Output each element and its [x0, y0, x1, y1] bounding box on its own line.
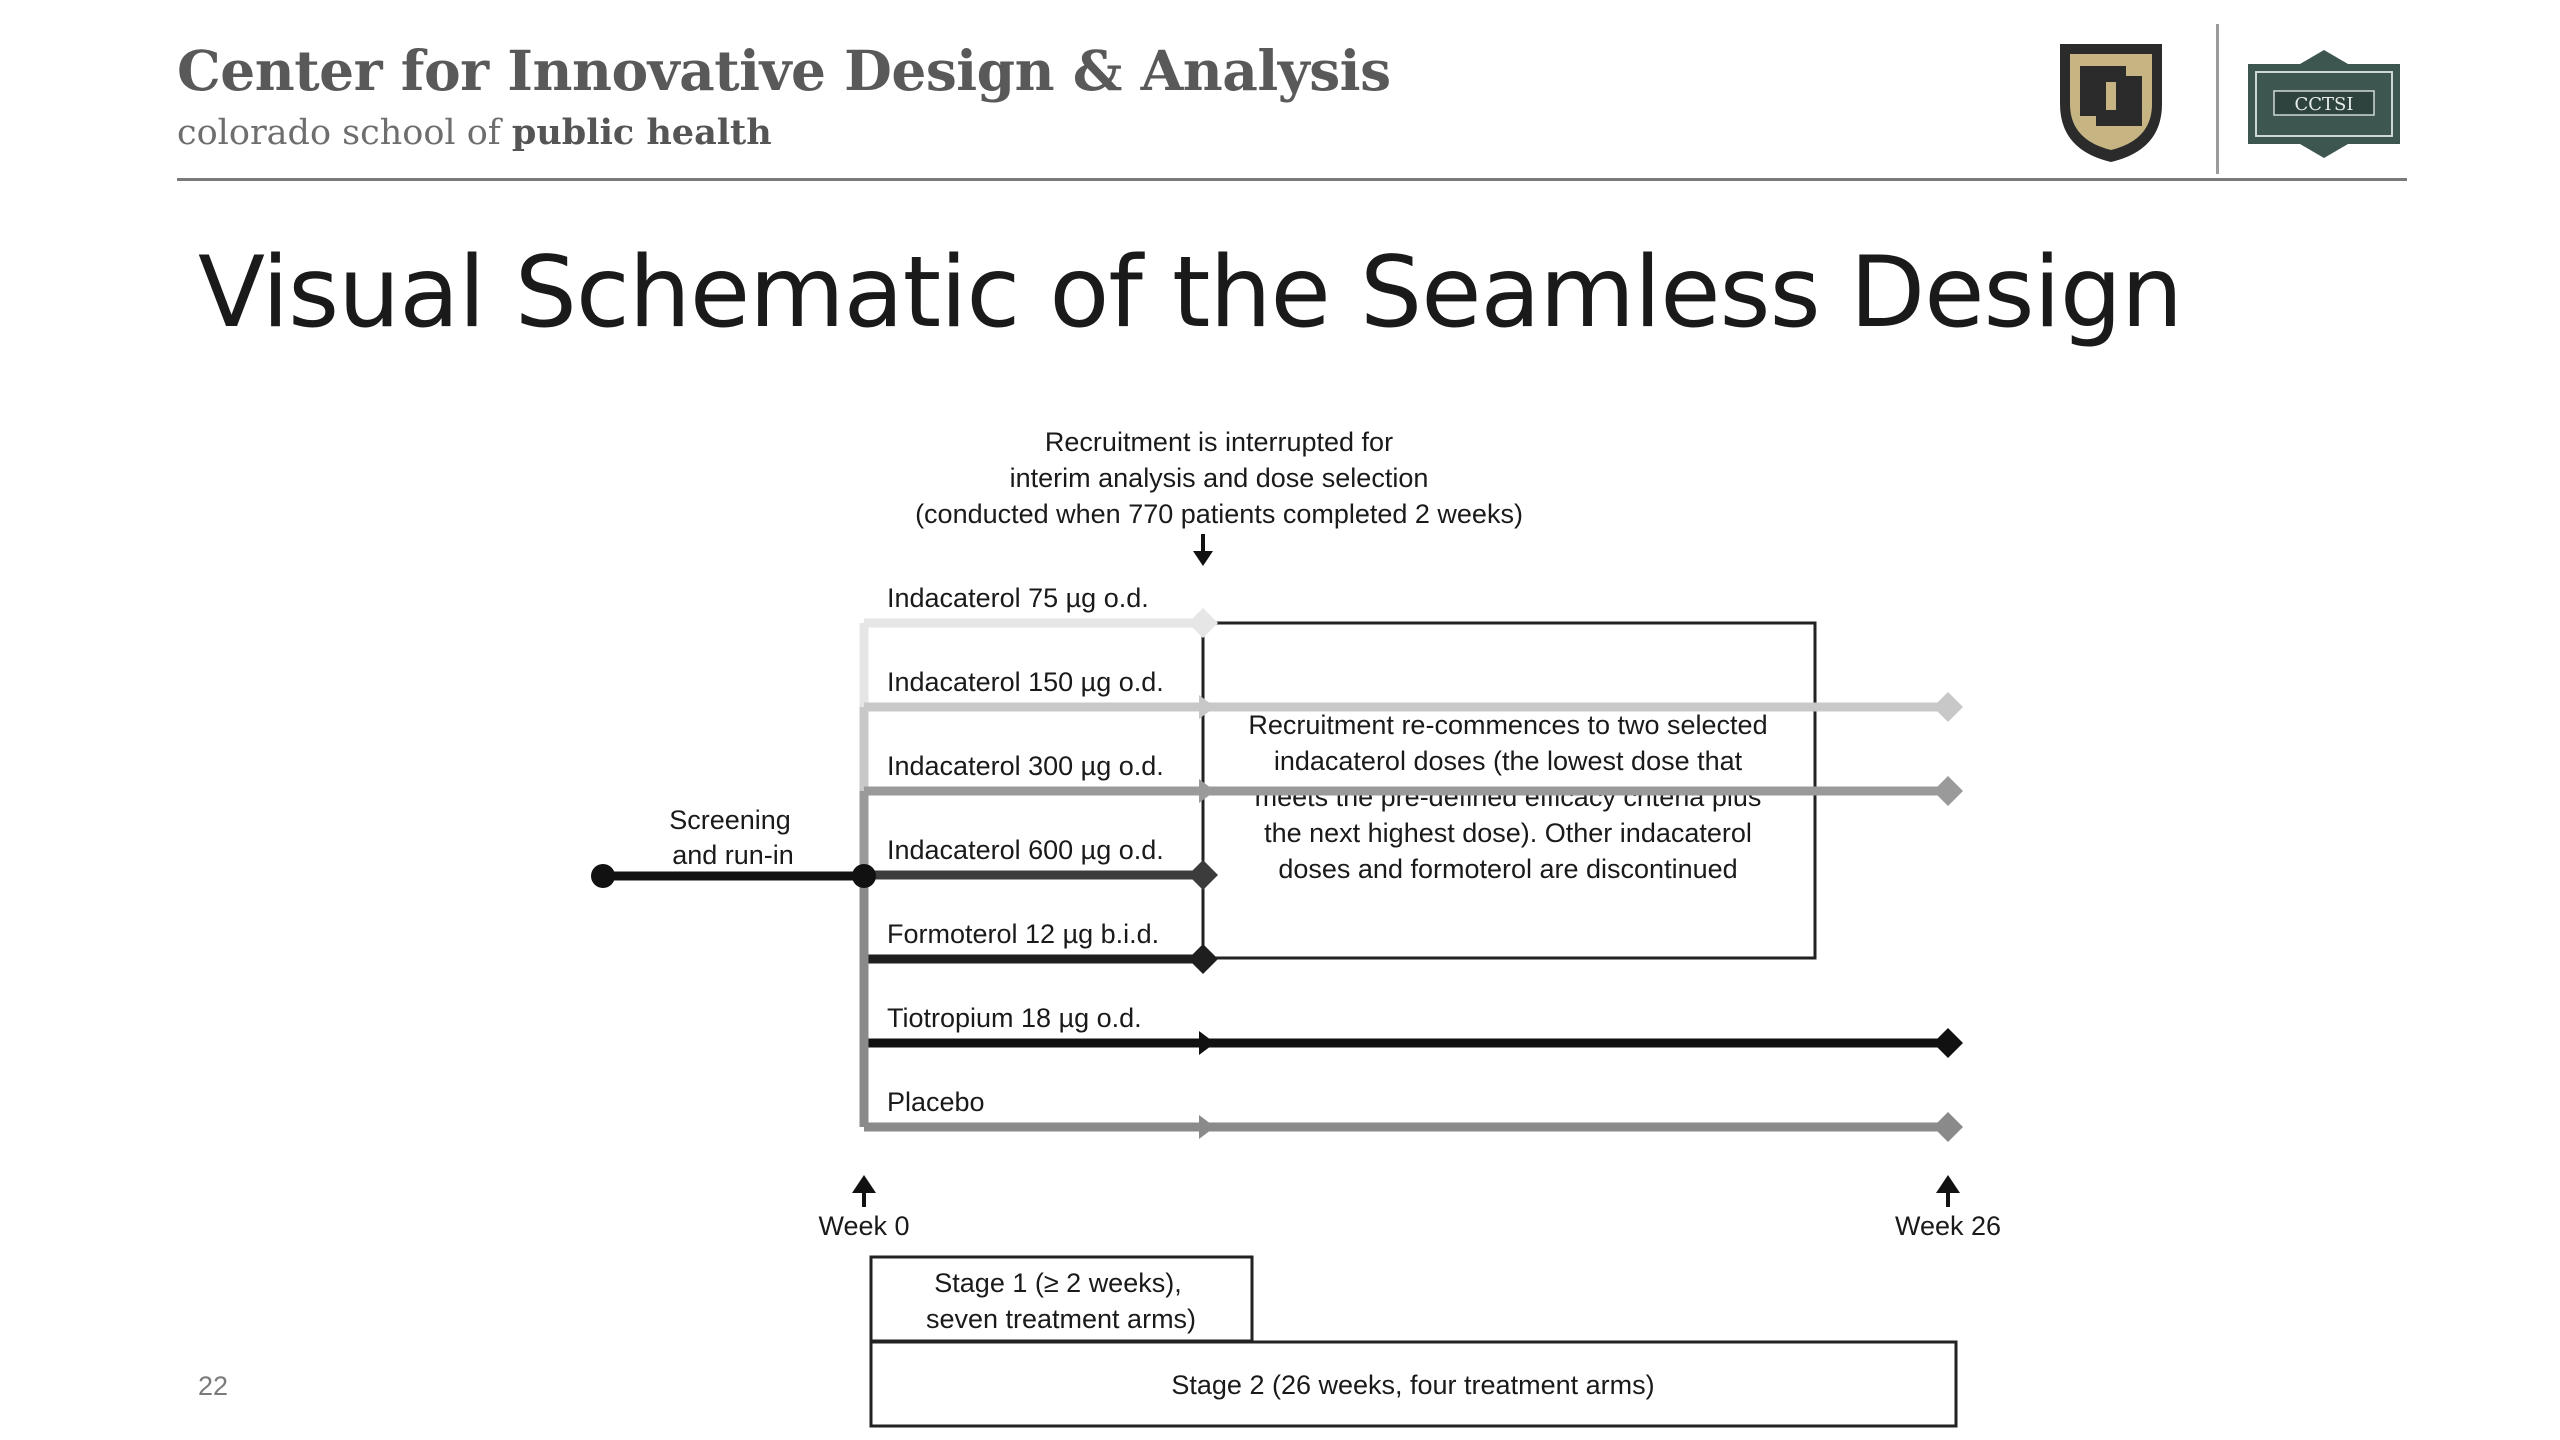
week-26-arrow-icon [1936, 1175, 1960, 1207]
week-26-label: Week 26 [1894, 1211, 2002, 1241]
arm-2-label: Indacaterol 150 µg o.d. [887, 667, 1164, 697]
interim-note-line-3: (conducted when 770 patients completed 2 weeks) [915, 499, 1523, 529]
arm-3-end-diamond-icon [1933, 776, 1963, 806]
arm-2-end-diamond-icon [1933, 692, 1963, 722]
stage-1-line-2: seven treatment arms) [925, 1304, 1197, 1334]
recommence-note-line-5: doses and formoterol are discontinued [1278, 854, 1738, 884]
arm-7-label: Placebo [887, 1087, 985, 1117]
recommence-note-line-3: meets the pre-defined efficacy criteria plus [1254, 782, 1762, 812]
screening-label-line-2: and run-in [672, 840, 794, 870]
arm-6-label: Tiotropium 18 µg o.d. [887, 1003, 1142, 1033]
stage-2-label: Stage 2 (26 weeks, four treatment arms) [1171, 1370, 1655, 1400]
arm-3-label: Indacaterol 300 µg o.d. [887, 751, 1164, 781]
recommence-note-line-4: the next highest dose). Other indacaterol [1264, 818, 1752, 848]
arm-7-end-diamond-icon [1933, 1112, 1963, 1142]
stage-1-line-1: Stage 1 (≥ 2 weeks), [934, 1268, 1182, 1298]
org-subtitle-bold: public health [511, 112, 772, 153]
arm-4-label: Indacaterol 600 µg o.d. [887, 835, 1164, 865]
recommence-note-line-1: Recruitment re-commences to two selected [1248, 710, 1768, 740]
week-0-arrow-icon [852, 1175, 876, 1207]
cctsi-label: CCTSI [2294, 94, 2354, 115]
arm-1-label: Indacaterol 75 µg o.d. [887, 583, 1149, 613]
arm-7-chevron-icon [1199, 1115, 1215, 1139]
slide-title: Visual Schematic of the Seamless Design [198, 236, 2183, 350]
org-subtitle-light: colorado school of [177, 113, 501, 153]
screening-start-dot-icon [591, 864, 615, 888]
screening-label-line-1: Screening [669, 805, 791, 835]
interim-note-line-2: interim analysis and dose selection [1009, 463, 1429, 493]
arm-5-label: Formoterol 12 µg b.i.d. [887, 919, 1160, 949]
interim-arrow-icon [1193, 534, 1213, 566]
interim-note-line-1: Recruitment is interrupted for [1044, 427, 1394, 457]
week-0-label: Week 0 [818, 1211, 910, 1241]
org-title: Center for Innovative Design & Analysis [177, 38, 1391, 103]
arm-6-end-diamond-icon [1933, 1028, 1963, 1058]
recommence-note-line-2: indacaterol doses (the lowest dose that [1273, 746, 1743, 776]
arm-6-chevron-icon [1199, 1031, 1215, 1055]
randomization-dot-icon [852, 864, 876, 888]
page-number: 22 [198, 1371, 229, 1401]
